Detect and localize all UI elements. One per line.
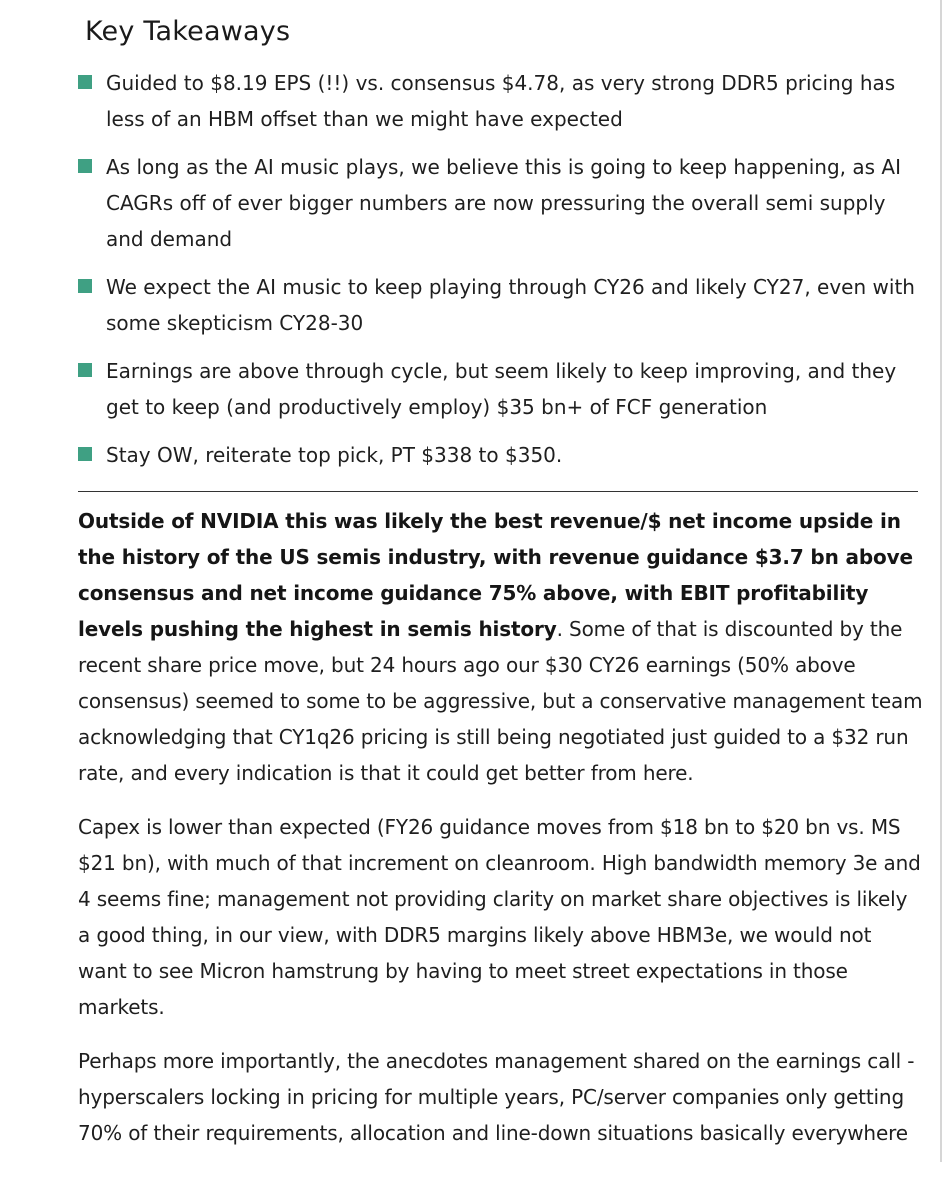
page-edge-rule: [940, 0, 942, 1162]
paragraph-anecdotes: Perhaps more importantly, the anecdotes management shared on the earnings call - hyperscalers locking in pricing for multiple years, PC/server companies only getting 70% of their requirements, allocation and line-down situations basically everywhere: [78, 1049, 915, 1145]
square-bullet-icon: [78, 363, 92, 377]
takeaways-list: [78, 65, 918, 485]
square-bullet-icon: [78, 447, 92, 461]
summary-text: . Some of that is discounted by the recent share price move, but 24 hours ago our $30 CY26 earnings (50% above consensus) seemed to some to be aggressive, but a conservative management team acknowledging that CY1q26 pricing is still being negotiated just guided to a $32 run rate, and every indication is that it could get better from here.: [78, 617, 923, 785]
section-divider: [78, 491, 918, 492]
square-bullet-icon: [78, 279, 92, 293]
takeaway-item: [78, 353, 918, 425]
section-heading: Key Takeaways: [85, 16, 291, 47]
takeaway-text: Earnings are above through cycle, but seem likely to keep improving, and they get to keep (and productively employ) $35 bn+ of FCF generation: [106, 359, 897, 419]
square-bullet-icon: [78, 159, 92, 173]
square-bullet-icon: [78, 75, 92, 89]
paragraph-summary: [78, 503, 923, 791]
takeaway-text: Guided to $8.19 EPS (!!) vs. consensus $4.78, as very strong DDR5 pricing has less of an HBM offset than we might have expected: [106, 71, 896, 131]
takeaway-item: [78, 437, 918, 473]
summary-bold-text: Outside of NVIDIA this was likely the best revenue/$ net income upside in the history of the US semis industry, with revenue guidance $3.7 bn above consensus and net income guidance 75% above, with EBIT profitability levels pushing the highest in semis history: [78, 509, 913, 641]
takeaway-text: As long as the AI music plays, we believe this is going to keep happening, as AI CAGRs off of ever bigger numbers are now pressuring the overall semi supply and demand: [106, 155, 901, 251]
takeaway-text: Stay OW, reiterate top pick, PT $338 to $350.: [106, 443, 563, 467]
takeaway-item: [78, 269, 918, 341]
takeaway-item: [78, 149, 918, 257]
takeaway-item: [78, 65, 918, 137]
takeaway-text: We expect the AI music to keep playing through CY26 and likely CY27, even with some skepticism CY28-30: [106, 275, 915, 335]
body-text: [78, 503, 923, 1169]
paragraph-capex: Capex is lower than expected (FY26 guidance moves from $18 bn to $20 bn vs. MS $21 bn), with much of that increment on cleanroom. High bandwidth memory 3e and 4 seems fine; management not providing clarity on market share objectives is likely a good thing, in our view, with DDR5 margins likely above HBM3e, we would not want to see Micron hamstrung by having to meet street expectations in those markets.: [78, 815, 921, 1019]
